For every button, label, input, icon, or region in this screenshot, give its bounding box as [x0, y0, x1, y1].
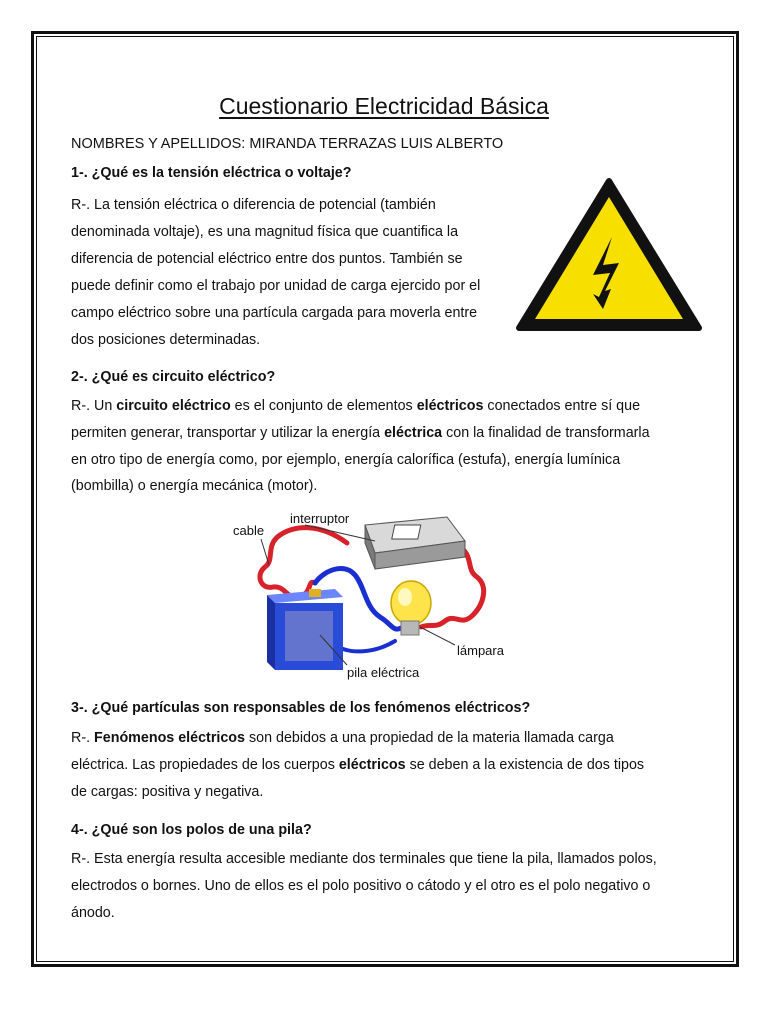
label-interruptor: interruptor: [290, 511, 350, 526]
answer-2-line: permiten generar, transportar y utilizar la energía eléctrica con la finalidad de transformarla: [71, 425, 650, 441]
label-cable: cable: [233, 523, 265, 538]
question-3: 3-. ¿Qué partículas son responsables de los fenómenos eléctricos?: [71, 700, 531, 716]
answer-1-line: diferencia de potencial eléctrico entre dos puntos. También se: [71, 251, 463, 267]
question-4: 4-. ¿Qué son los polos de una pila?: [71, 822, 312, 838]
document-title: Cuestionario Electricidad Básica: [219, 93, 549, 119]
answer-1-line: campo eléctrico sobre una partícula cargada para moverla entre: [71, 305, 478, 321]
answer-4-line: R-. Esta energía resulta accesible mediante dos terminales que tiene la pila, llamados polos,: [71, 851, 657, 867]
question-2: 2-. ¿Qué es circuito eléctrico?: [71, 369, 276, 385]
label-lampara: lámpara: [457, 643, 504, 658]
answer-3-line: eléctrica. Las propiedades de los cuerpos eléctricos se deben a la existencia de dos tipos: [71, 757, 645, 773]
answer-1-line: puede definir como el trabajo por unidad de carga ejercido por el: [71, 278, 481, 294]
answer-2-line: (bombilla) o energía mecánica (motor).: [71, 478, 318, 494]
answer-4-line: ánodo.: [71, 905, 115, 921]
student-name: NOMBRES Y APELLIDOS: MIRANDA TERRAZAS LUIS ALBERTO: [71, 136, 504, 152]
answer-2-line: en otro tipo de energía como, por ejemplo, energía calorífica (estufa), energía lumínica: [71, 452, 621, 468]
high-voltage-warning-icon: [515, 177, 703, 332]
answer-1-line: R-. La tensión eléctrica o diferencia de potencial (también: [71, 197, 436, 213]
answer-3-line: R-. Fenómenos eléctricos son debidos a una propiedad de la materia llamada carga: [71, 730, 614, 746]
answer-1-line: denominada voltaje), es una magnitud física que cuantifica la: [71, 224, 459, 240]
question-1: 1-. ¿Qué es la tensión eléctrica o voltaje?: [71, 165, 352, 181]
answer-1-line: dos posiciones determinadas.: [71, 332, 261, 348]
circuit-diagram: [225, 505, 515, 685]
answer-2-line: R-. Un circuito eléctrico es el conjunto de elementos eléctricos conectados entre sí que: [71, 398, 641, 414]
label-pila: pila eléctrica: [347, 665, 420, 680]
answer-3-line: de cargas: positiva y negativa.: [71, 784, 264, 800]
answer-4-line: electrodos o bornes. Uno de ellos es el polo positivo o cátodo y el otro es el polo negativo o: [71, 878, 651, 894]
